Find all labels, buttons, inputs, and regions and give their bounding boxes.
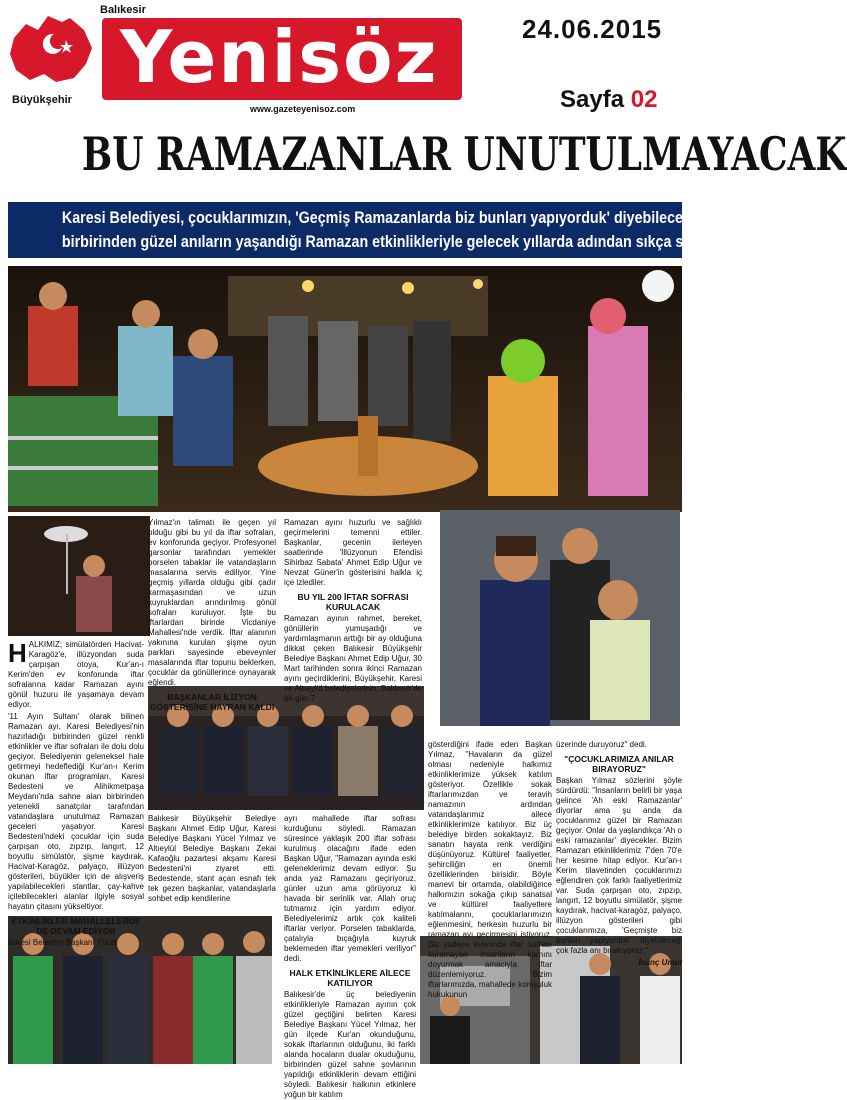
article-col-4 — [428, 740, 552, 999]
article-paragraph: Yılmaz'ın talimatı ile geçen yıl olduğu gibi bu yıl da iftar sofraları, ev konforunda geçiyor. Profesyonel garsonlar tarafından yemekler porselen tabaklar ile vatandaşların masalarına servis ediliyor. Yine geçmiş yıllarda olduğu gibi çadır karmaşasından ve uzun kuyruklardan arındırılmış gönül sofraları kuruluyor. İşte bu iftarlardan birinde Vicdaniye Mahallesi'nde verdik. İftar alanının yakınına kurulan şişme oyun parkları sayesinde ebeveynler masalarında iftar topunu beklerken, çocuklar da gönüllerince oynayarak eğlendi. — [148, 518, 276, 687]
subheadline-line-2: birbirinden güzel anıların yaşandığı Ramazan etkinlikleriyle gelecek yıllarda adından sıkça söz ettirecek. — [61, 232, 766, 251]
article-col-3b — [284, 814, 416, 1099]
metro-label: Büyükşehir — [12, 94, 72, 106]
newspaper-name: Yenisöz — [120, 15, 439, 99]
article-col-3 — [284, 518, 422, 703]
article-paragraph: Başkan Yılmaz sözlerini şöyle sürdürdü: "İnsanların belirli bir yaşa gelince 'Ah eski Ramazanlar' diyorlar ama şu anda da çocuklarımız güzel bir Ramazan geçiyor. Onlar da yaşlandıkça 'Ah o eski ramazanlar' diyecekler. Bizim Ramazan etkinliklerimiz 7'den 70'e her kesime hitap ediyor. Kur'an-ı Kerim tilavetinden çocuklarımızı eğlendiren çok farklı faaliyetlerimiz var. Suda çarpışan oto, zıpzıp, langırt, 12 boyutlu simülatör, şişme kaydırak, hacivat-karagöz, palyaço, illüzyon gösterileri gibi çocuklarımıza, 'Geçmişte biz bunları yapıyorduk' diyebileceği çok fazla anı bırakıyoruz." — [556, 776, 682, 955]
headline: BU RAMAZANLAR UNUTULMAYACAK — [81, 127, 847, 181]
city-label: Balıkesir — [100, 4, 146, 16]
article-paragraph: üzerinde duruyoruz" dedi. — [556, 740, 647, 749]
article-paragraph: Balıkesir'de üç belediyenin etkinlikleriyle Ramazan ayının çok güzel geçtiğini belirten Karesi Belediye Başkanı Yücel Yılmaz, her gün ilçede Kur'an okunduğunu, sokak iftarlarının olduğunu, iki farklı alanda hocaların dualar okuduğunu, birbirinden güzel sahne şovlarının yapıldığı etkinliklerin devam ettiğini söyledi. Balıkesir halkının etkinlere yoğun bir katılım — [284, 990, 416, 1099]
article-paragraph: '11 Ayın Sultanı' olarak bilinen Ramazan ayı, Karesi Belediyesi'nin hazırladığı birbirinden güzel renkli etkinlikler ve iftar sofraları ile dolu dolu geçiyor. Belediyenin geleneksel hale getirmeyi hedeflediği Kur'an-ı Kerim okunan iftar programları, Karesi Bedesteni ve Alihikmetpaşa Meydanı'nda sahne alan birbirinden yetenekli sanatçılar tarafından vatandaşlara unutulmaz Ramazan geceleri yaşatıyor. Karesi Bedesteni'ndeki çocuklar için suda çarpışan oto, zıpzıp, langırt, 12 boyutlu simülatör, şişme kaydırak, Hacivat-Karagöz, palyaço, illüzyon gösterileri, büyükler için de alışveriş yapılabilecekleri stantlar, çay-kahve içilebilecekleri alanlar ilgiyle sosyal hayatın çitasını yükseltiyor. — [8, 712, 144, 911]
subheading-iftar-sofrasi: BU YIL 200 İFTAR SOFRASI KURULACAK — [297, 592, 409, 612]
subheading-baskanlar: BAŞKANLAR İLİZYON GÖSTERİSİNE HAYRAN KALDI — [149, 692, 275, 712]
article-lead: ALKIMIZ; simülatörden Hacivat-Karagöz'e, illüzyondan suda çarpışan otoya, Kur'an-ı Kerim'den ev konforunda iftar sofralarına kadar Ramazan ayını gönül huzuru ile yaşamaya devam ediyor. — [8, 640, 144, 709]
article-paragraph: ayrı mahallede iftar sofrası kurduğunu söyledi. Ramazan süresince yaklaşık 200 iftar sofrası kurulmuş olacağını ifade eden Başkan Uğur, "Ramazan ayında eski geleneklerimiz devam ediyor. Şu anda yaz Ramazanı geçiriyoruz, günler uzun ama görüyoruz ki havada bir serinlik var. Allah oruç tutmamız için yardım ediyor. Belediyelerimiz artık çok kaliteli iftarlar veriyor. Porselen tabaklarda, çatalıyla bıçağıyla kuyruk beklemeden iftar yemekleri veriliyor" dedi. — [284, 814, 416, 963]
article-paragraph: Balıkesir Büyükşehir Belediye Başkanı Ahmet Edip Uğur, Karesi Belediye Başkanı Yücel Yılmaz ve Altıeylül Belediye Başkanı Zekai Kafaoğlu pazartesi akşamı Karesi Bedesteni'ni ziyaret etti. Bedestende, stant açan esnafı tek tek gezen başkanlar, vatandaşlarla sohbet edip kendilerine — [148, 814, 276, 903]
main-photo-festival — [8, 266, 682, 512]
article-col-5 — [556, 740, 682, 967]
drop-cap: H — [8, 638, 27, 668]
subheadline-bar — [8, 202, 766, 258]
page-label: Sayfa — [560, 86, 625, 113]
article-col-1 — [8, 638, 144, 947]
article-paragraph: Karesi Belediye Başkanı Yücel — [8, 938, 117, 947]
balikesir-map-logo — [4, 8, 96, 88]
subheading-cocuklarimiza: "ÇOCUKLARIMIZA ANILAR BIRAYORUZ" — [564, 754, 674, 774]
website-link[interactable]: www.gazeteyenisoz.com — [250, 104, 356, 114]
article-col-2b — [148, 814, 276, 914]
article-paragraph: Ramazan ayının rahmet, bereket, gönüllerin yumuşadığı ve yardımlaşmanın arttığı bir ay olduğuna dikkat çeken Balıkesir Büyükşehir Belediye Başkanı Ahmet Edip Uğur, 30 Mart tarihinden sonra ikinci Ramazan ayını geçirdiklerini, Büyükşehir, Karesi ve Altıeylül belediyelerinin, Balıkesir'de bir gün 7 — [284, 614, 422, 703]
article-paragraph: gösterdiğini ifade eden Başkan Yılmaz, "Havaların da güzel olması nedeniyle halkımız etkinliklerimize yüksek katılım gösteriyor. Özellikle sokak iftarlarımızdan ve teravih namazının ardından vatandaşlarımız ailece etkinliklerimize katılıyor. Biz üç belediye birden sokaktayız. Biz sanatın hayata renk verdiğini düşünüyoruz. Kültürel faaliyetler, şehirciliğin en önemli özelliklerinden birisidir. Böyle manevi bir ortamda, olabildiğince halkımızın sokağa çıkıp sanatsal ve kültürel faaliyetlere katılmalarını, çocuklarlarımızın eğlenmesini, herkesin huzurlu bir ramazan ayı geçirmesini istiyoruz. Biz sadece evlerinde iftar sofrası kuramayan insanların karnını doyurmak amacıyla iftar düzenlemiyoruz. Bizim iftarlarımızda, mahallede komşuluk hukukunun — [428, 740, 552, 999]
article-col-2 — [148, 518, 276, 712]
photo-family-mayor — [440, 510, 680, 726]
photo-illusionist — [8, 516, 150, 636]
subheading-halk: HALK ETKİNLİKLERE AİLECE KATILIYOR — [289, 968, 411, 988]
page-indicator — [560, 86, 657, 114]
page-number: 02 — [630, 86, 658, 113]
subheadline-line-1: Karesi Belediyesi, çocuklarımızın, 'Geçmiş Ramazanlarda biz bunları yapıyorduk' diyebileceği, — [61, 208, 700, 227]
author-signature: İnanç Umut — [638, 958, 682, 967]
subheading-etkinlikler: ETKİNLİKLER MAHALLELERDE DE DEVAM EDİYOR — [11, 916, 141, 936]
article-paragraph: Ramazan ayını huzurlu ve sağlıklı geçirmelerini temenni ettiler. Başkanlar, gecenin ilerleyen saatlerinde 'İllüzyonun Efendisi Sihirbaz Sabata' Ahmet Edip Uğur ve Nevzat Güner'in gösterisini halkla iç içe izlediler. — [284, 518, 422, 587]
issue-date: 24.06.2015 — [522, 14, 663, 44]
